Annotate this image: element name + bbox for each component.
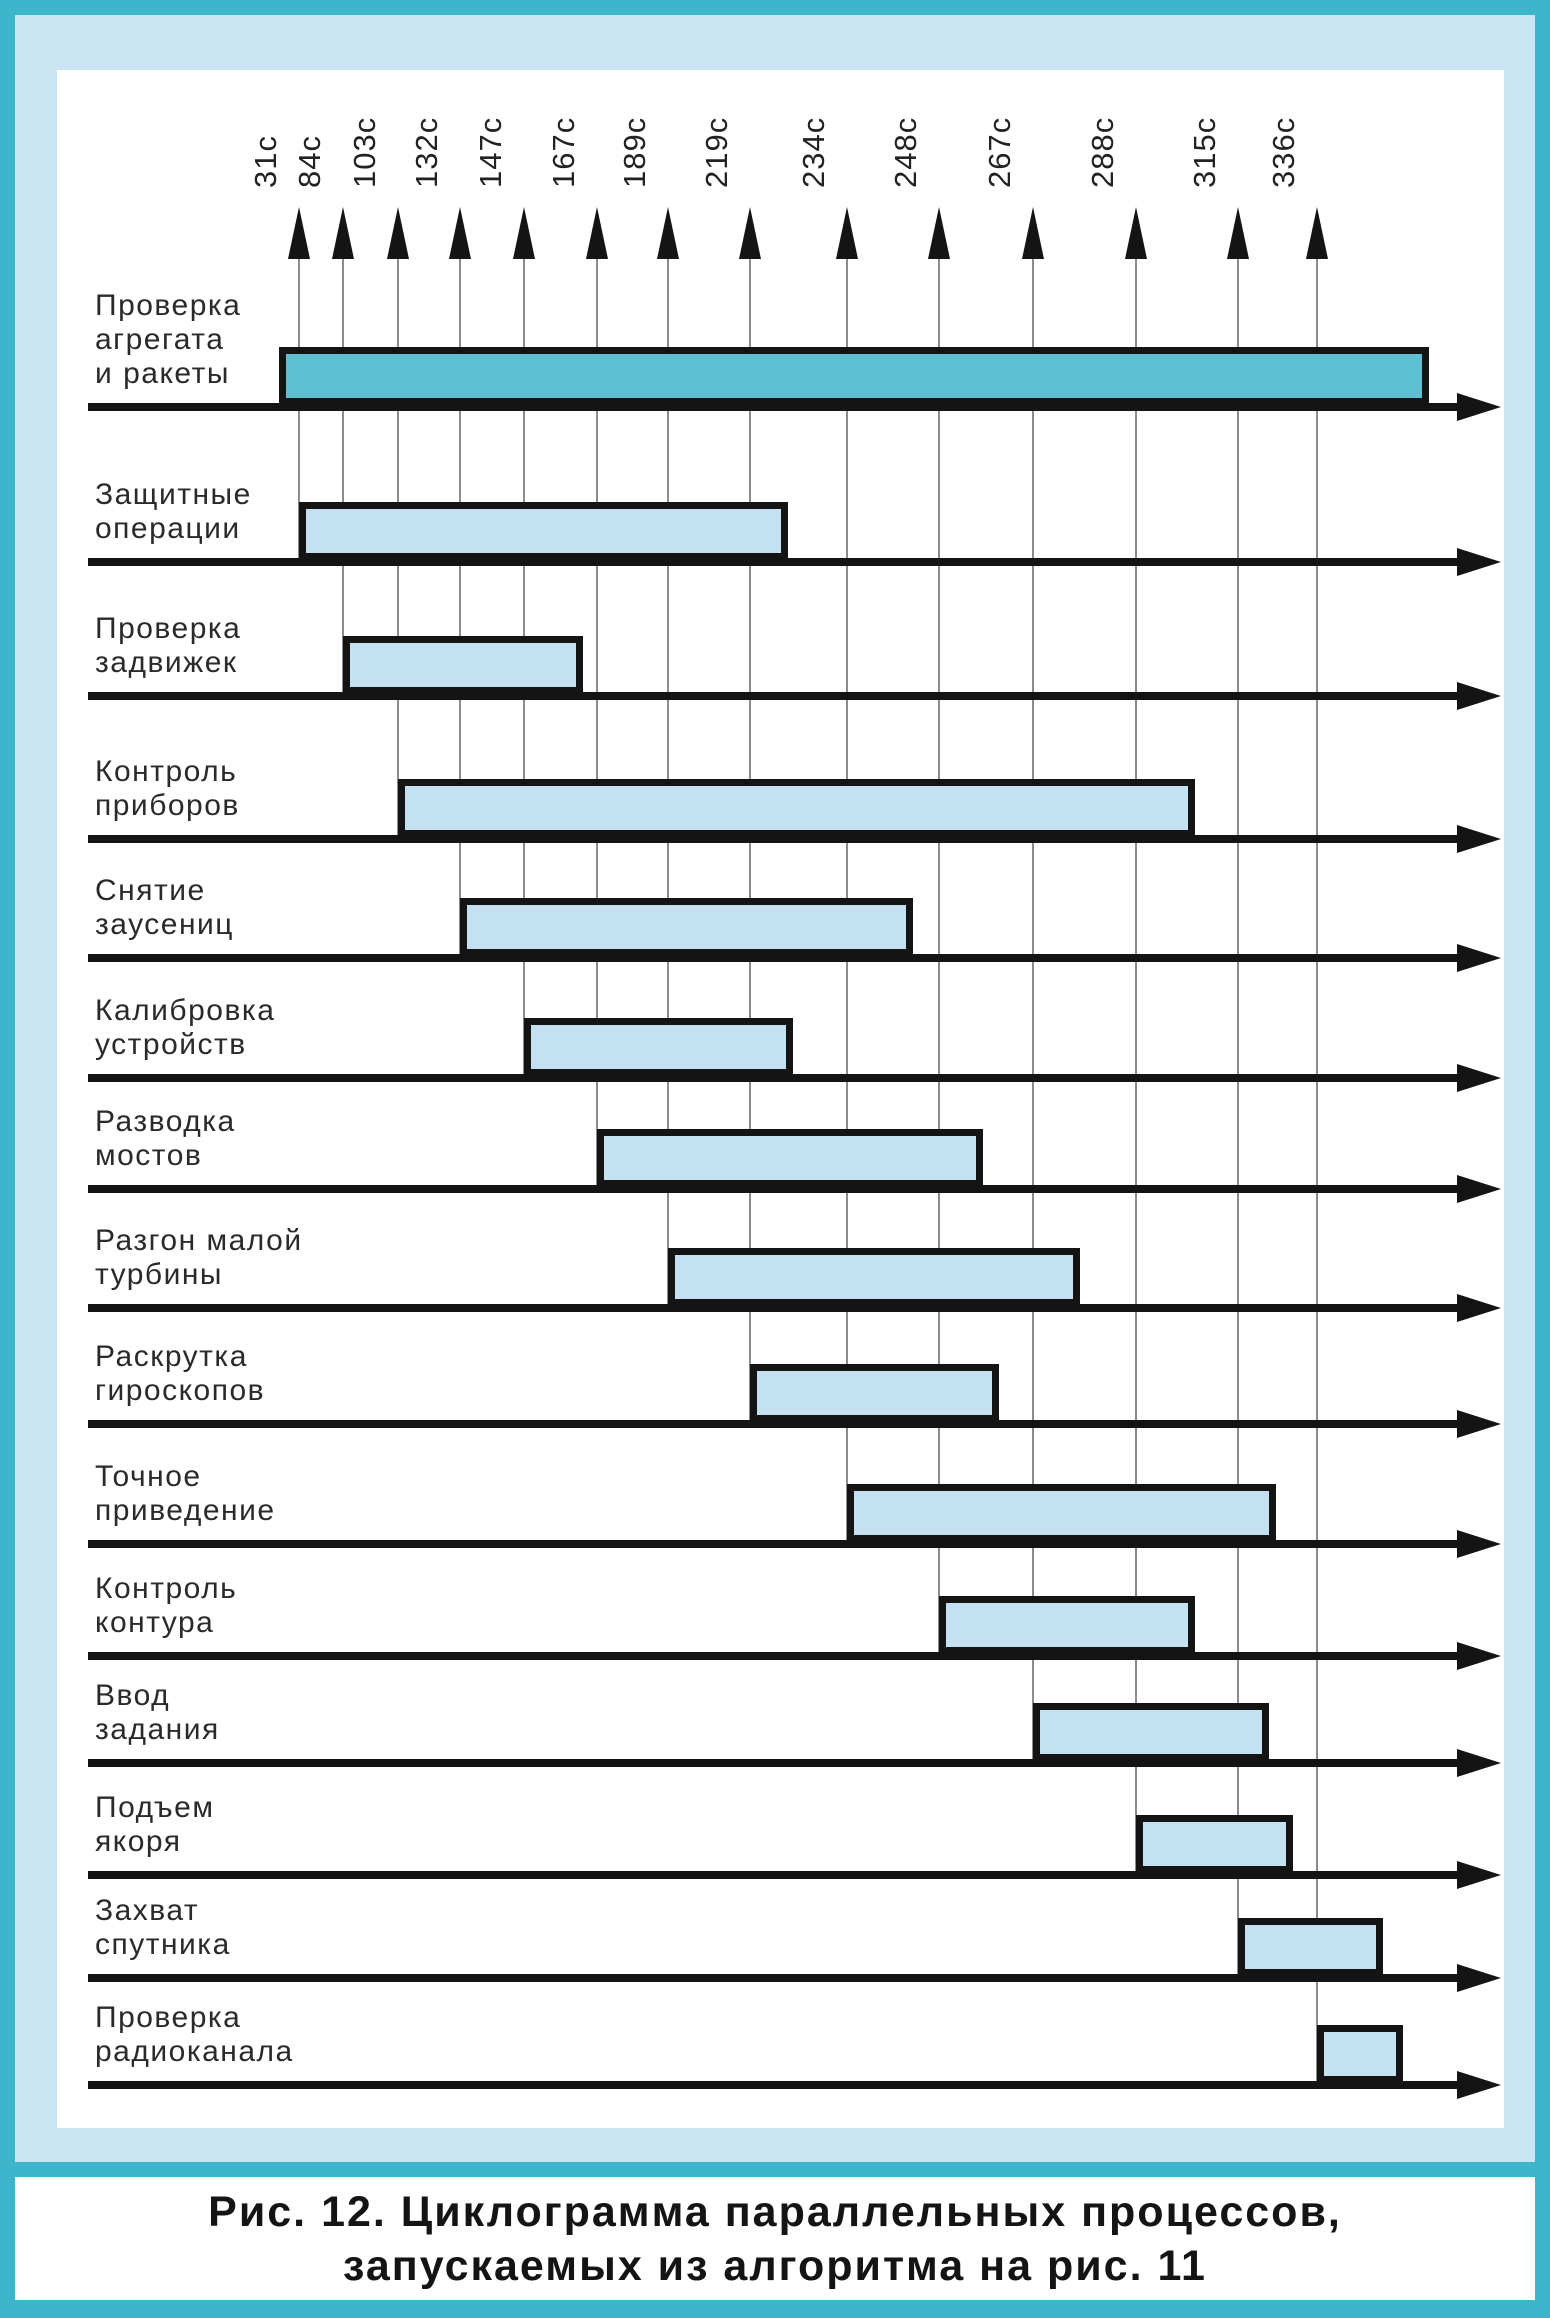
- process-label: [95, 1572, 237, 1640]
- time-gridline: [342, 220, 344, 700]
- process-axis-line: [88, 954, 1457, 962]
- time-arrow-up-icon: [928, 207, 950, 259]
- caption-line-2: запускаемых из алгоритма на рис. 11: [343, 2241, 1207, 2290]
- process-label: [95, 1679, 220, 1747]
- process-label-line: спутника: [95, 1928, 231, 1961]
- time-arrow-up-icon: [513, 207, 535, 259]
- axis-arrow-right-icon: [1457, 682, 1501, 710]
- process-label-line: Калибровка: [95, 994, 276, 1027]
- process-label-line: приведение: [95, 1494, 276, 1527]
- time-arrow-up-icon: [387, 207, 409, 259]
- time-arrow-up-icon: [332, 207, 354, 259]
- process-bar: [750, 1364, 999, 1422]
- process-label-line: Проверка: [95, 289, 242, 322]
- process-label-line: приборов: [95, 789, 240, 822]
- axis-arrow-right-icon: [1457, 1530, 1501, 1558]
- process-label-line: Захват: [95, 1894, 200, 1927]
- process-label-line: задания: [95, 1713, 220, 1746]
- process-bar: [597, 1129, 983, 1187]
- process-label-line: Точное: [95, 1460, 202, 1493]
- process-label-line: устройств: [95, 1028, 247, 1061]
- process-bar: [299, 502, 788, 560]
- process-label-line: гироскопов: [95, 1374, 266, 1407]
- process-axis-line: [88, 558, 1457, 566]
- time-arrow-up-icon: [1227, 207, 1249, 259]
- axis-arrow-right-icon: [1457, 825, 1501, 853]
- process-label: [95, 2001, 294, 2069]
- process-bar: [1136, 1815, 1293, 1873]
- time-tick-label: 189с: [617, 116, 652, 188]
- process-axis-line: [88, 1420, 1457, 1428]
- time-arrow-up-icon: [739, 207, 761, 259]
- process-label-line: Проверка: [95, 2001, 242, 2034]
- process-bar: [847, 1484, 1276, 1542]
- process-label: [95, 1791, 215, 1859]
- chart-panel: [57, 70, 1504, 2128]
- process-bar: [668, 1248, 1080, 1306]
- time-tick-label: 219с: [699, 116, 734, 188]
- process-bar: [1238, 1918, 1383, 1976]
- time-tick-label: 84с: [292, 135, 327, 188]
- process-label-line: операции: [95, 512, 241, 545]
- process-axis-line: [88, 1871, 1457, 1879]
- axis-arrow-right-icon: [1457, 393, 1501, 421]
- time-gridline: [938, 220, 940, 1660]
- axis-arrow-right-icon: [1457, 1964, 1501, 1992]
- time-arrow-up-icon: [449, 207, 471, 259]
- process-label-line: Защитные: [95, 478, 252, 511]
- process-label: [95, 874, 234, 942]
- time-tick-label: 267с: [982, 116, 1017, 188]
- axis-arrow-right-icon: [1457, 2071, 1501, 2099]
- time-tick-label: 336с: [1266, 116, 1301, 188]
- process-axis-line: [88, 1759, 1457, 1767]
- time-gridline: [846, 220, 848, 1548]
- time-tick-label: 31с: [248, 135, 283, 188]
- process-bar: [343, 636, 583, 694]
- axis-arrow-right-icon: [1457, 1410, 1501, 1438]
- axis-arrow-right-icon: [1457, 1749, 1501, 1777]
- process-label: [95, 755, 240, 823]
- time-tick-label: 248с: [888, 116, 923, 188]
- time-tick-label: 147с: [473, 116, 508, 188]
- axis-arrow-right-icon: [1457, 1064, 1501, 1092]
- caption-line-1: Рис. 12. Циклограмма параллельных процессов,: [208, 2187, 1342, 2236]
- time-tick-label: 167с: [546, 116, 581, 188]
- time-arrow-up-icon: [657, 207, 679, 259]
- process-label-line: Контроль: [95, 755, 238, 788]
- process-label-line: задвижек: [95, 646, 238, 679]
- process-label: [95, 289, 241, 391]
- process-label: [95, 994, 275, 1062]
- process-axis-line: [88, 1304, 1457, 1312]
- process-bar: [279, 347, 1429, 405]
- process-bar: [1317, 2025, 1403, 2083]
- axis-arrow-right-icon: [1457, 1642, 1501, 1670]
- process-bar: [1033, 1703, 1269, 1761]
- axis-arrow-right-icon: [1457, 548, 1501, 576]
- time-tick-label: 103с: [347, 116, 382, 188]
- process-label-line: Разгон малой: [95, 1224, 303, 1257]
- axis-arrow-right-icon: [1457, 1294, 1501, 1322]
- axis-arrow-right-icon: [1457, 944, 1501, 972]
- process-label: [95, 1224, 303, 1292]
- figure-caption: [15, 2177, 1535, 2300]
- process-label-line: Контроль: [95, 1572, 238, 1605]
- process-label: [95, 612, 241, 680]
- process-axis-line: [88, 403, 1457, 411]
- process-label-line: радиоканала: [95, 2035, 294, 2068]
- process-label-line: мостов: [95, 1139, 203, 1172]
- process-label: [95, 1340, 265, 1408]
- process-label-line: якоря: [95, 1825, 182, 1858]
- process-bar: [524, 1018, 793, 1076]
- process-axis-line: [88, 1185, 1457, 1193]
- process-axis-line: [88, 835, 1457, 843]
- process-label-line: турбины: [95, 1258, 223, 1291]
- axis-arrow-right-icon: [1457, 1861, 1501, 1889]
- process-axis-line: [88, 1652, 1457, 1660]
- time-arrow-up-icon: [288, 207, 310, 259]
- process-label-line: контура: [95, 1606, 215, 1639]
- process-label-line: Проверка: [95, 612, 242, 645]
- time-tick-label: 132с: [409, 116, 444, 188]
- process-axis-line: [88, 1540, 1457, 1548]
- time-arrow-up-icon: [836, 207, 858, 259]
- process-label-line: Снятие: [95, 874, 206, 907]
- process-label-line: Раскрутка: [95, 1340, 248, 1373]
- process-label-line: Разводка: [95, 1105, 236, 1138]
- time-arrow-up-icon: [1022, 207, 1044, 259]
- process-bar: [398, 779, 1195, 837]
- process-label-line: Подъем: [95, 1791, 215, 1824]
- time-tick-label: 315с: [1187, 116, 1222, 188]
- time-arrow-up-icon: [1125, 207, 1147, 259]
- time-tick-label: 288с: [1085, 116, 1120, 188]
- process-label-line: агрегата: [95, 323, 225, 356]
- process-label: [95, 1105, 236, 1173]
- time-tick-label: 234с: [796, 116, 831, 188]
- process-label: [95, 1894, 231, 1962]
- process-bar: [939, 1596, 1195, 1654]
- process-label-line: Ввод: [95, 1679, 171, 1712]
- process-axis-line: [88, 1974, 1457, 1982]
- time-arrow-up-icon: [1306, 207, 1328, 259]
- process-label-line: и ракеты: [95, 357, 230, 390]
- process-bar: [460, 898, 913, 956]
- process-label: [95, 478, 252, 546]
- time-arrow-up-icon: [586, 207, 608, 259]
- process-axis-line: [88, 692, 1457, 700]
- process-label: [95, 1460, 276, 1528]
- axis-arrow-right-icon: [1457, 1175, 1501, 1203]
- process-axis-line: [88, 1074, 1457, 1082]
- process-label-line: заусениц: [95, 908, 234, 941]
- time-gridline: [1316, 220, 1318, 2089]
- time-gridline: [459, 220, 461, 962]
- process-axis-line: [88, 2081, 1457, 2089]
